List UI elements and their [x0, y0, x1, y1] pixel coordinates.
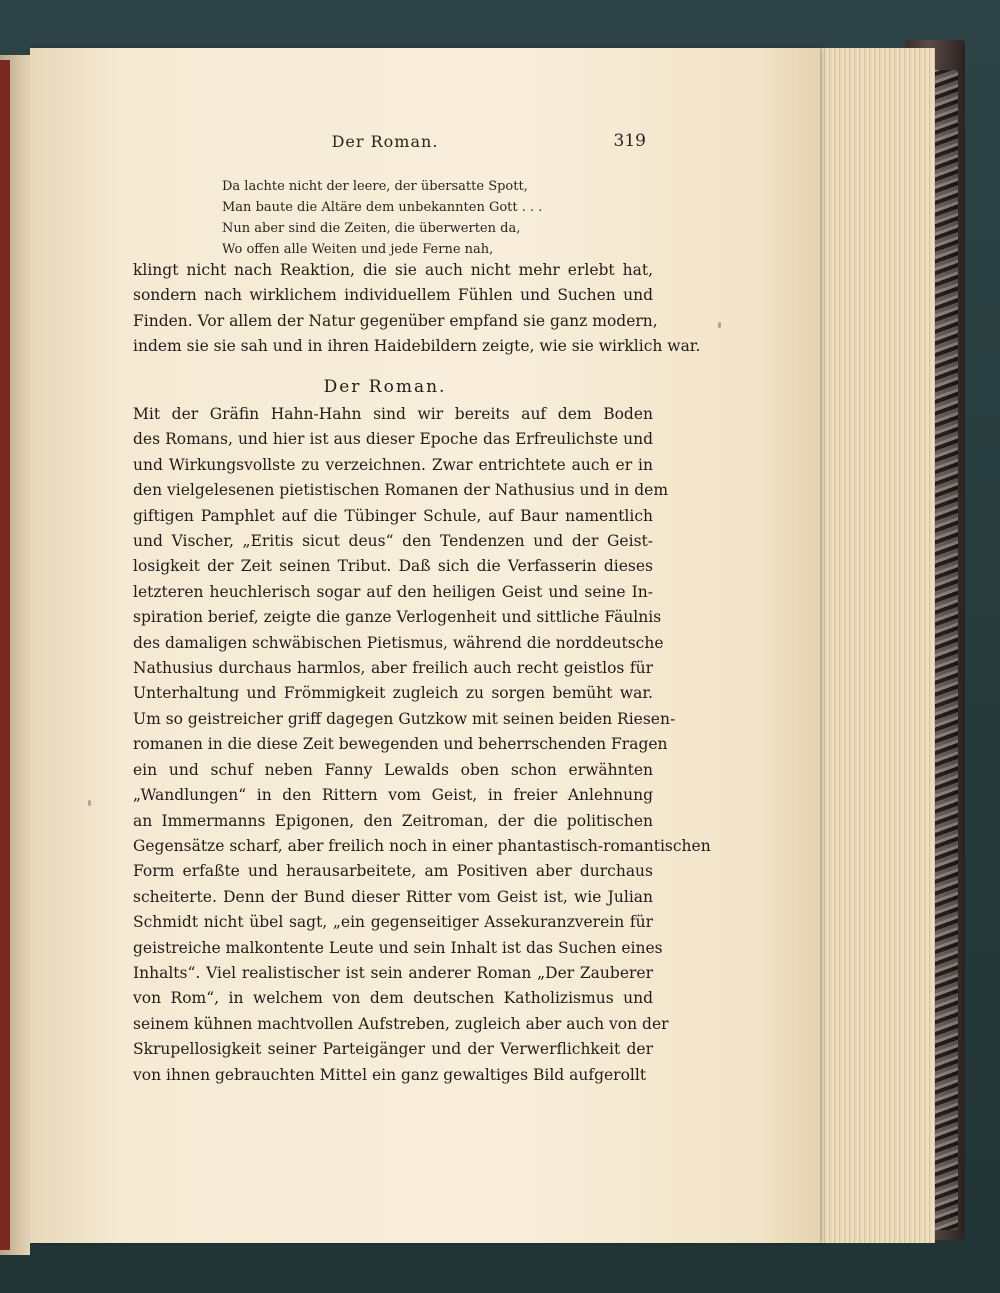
text-line: von ihnen gebrauchten Mittel ein ganz gewaltiges Bild aufgerollt	[133, 1065, 647, 1084]
book-spine-edge	[0, 60, 10, 1250]
text-line: seinem kühnen machtvollen Aufstreben, zugleich aber auch von der	[133, 1014, 669, 1033]
text-line: Inhalts“. Viel realistischer ist sein anderer Roman „Der Zauberer	[133, 963, 653, 982]
page-number: 319	[613, 131, 646, 151]
verse-line: Nun aber sind die Zeiten, die überwerten da,	[222, 221, 521, 236]
section-heading: Der Roman.	[323, 377, 447, 397]
text-line: Mit der Gräfin Hahn-Hahn sind wir bereits auf dem Boden	[133, 405, 653, 423]
text-line: und Wirkungsvollste zu verzeichnen. Zwar entrichtete auch er in	[133, 455, 653, 474]
text-line: an Immermanns Epigonen, den Zeitroman, der die politischen	[133, 811, 653, 830]
paragraph-1	[133, 258, 701, 360]
text-line: sondern nach wirklichem individuellem Fühlen und Suchen und	[133, 286, 653, 305]
text-line: des Romans, und hier ist aus dieser Epoche das Erfreulichste und	[133, 430, 653, 449]
text-line: Schmidt nicht übel sagt, „ein gegenseitiger Assekuranzverein für	[133, 913, 653, 932]
paper-speck	[88, 800, 91, 806]
text-line: „Wandlungen“ in den Rittern vom Geist, in freier Anlehnung	[133, 786, 653, 805]
text-line: giftigen Pamphlet auf die Tübinger Schule, auf Baur namentlich	[133, 506, 653, 525]
text-line: indem sie sie sah und in ihren Haidebildern zeigte, wie sie wirklich war.	[133, 337, 701, 356]
running-header: Der Roman.	[331, 132, 439, 151]
text-line: letzteren heuchlerisch sogar auf den heiligen Geist und seine In-	[133, 582, 653, 601]
verse-quote	[222, 176, 582, 260]
verse-line: Wo offen alle Weiten und jede Ferne nah,	[222, 242, 494, 257]
paragraph-2	[133, 402, 711, 1088]
text-line: geistreiche malkontente Leute und sein Inhalt ist das Suchen eines	[133, 938, 663, 957]
text-line: ein und schuf neben Fanny Lewalds oben schon erwähnten	[133, 760, 653, 779]
marbled-edge	[932, 70, 958, 1230]
text-line: klingt nicht nach Reaktion, die sie auch nicht mehr erlebt hat,	[133, 261, 653, 279]
text-line: romanen in die diese Zeit bewegenden und beherrschenden Fragen	[133, 735, 668, 754]
text-line: losigkeit der Zeit seinen Tribut. Daß sich die Verfasserin dieses	[133, 557, 653, 576]
text-line: Unterhaltung und Frömmigkeit zugleich zu sorgen bemüht war.	[133, 684, 653, 703]
text-line: spiration berief, zeigte die ganze Verlogenheit und sittliche Fäulnis	[133, 608, 662, 627]
text-line: Finden. Vor allem der Natur gegenüber empfand sie ganz modern,	[133, 311, 658, 330]
page-block-edges	[806, 48, 935, 1243]
text-line: Skrupellosigkeit seiner Parteigänger und der Verwerflichkeit der	[133, 1040, 653, 1059]
text-line: von Rom“, in welchem von dem deutschen Katholizismus und	[133, 989, 653, 1008]
text-line: Form erfaßte und herausarbeitete, am Positiven aber durchaus	[133, 862, 653, 881]
text-line: Gegensätze scharf, aber freilich noch in einer phantastisch-romantischen	[133, 836, 711, 855]
verse-line: Man baute die Altäre dem unbekannten Gott . . .	[222, 200, 543, 215]
paper-speck	[718, 322, 721, 328]
text-line: scheiterte. Denn der Bund dieser Ritter vom Geist ist, wie Julian	[133, 887, 653, 906]
text-line: Um so geistreicher griff dagegen Gutzkow mit seinen beiden Riesen-	[133, 709, 676, 728]
text-line: und Vischer, „Eritis sicut deus“ den Tendenzen und der Geist-	[133, 532, 653, 551]
verse-line: Da lachte nicht der leere, der übersatte Spott,	[222, 179, 528, 194]
text-line: den vielgelesenen pietistischen Romanen der Nathusius und in dem	[133, 481, 669, 500]
text-line: Nathusius durchaus harmlos, aber freilich auch recht geistlos für	[133, 659, 653, 678]
text-line: des damaligen schwäbischen Pietismus, während die norddeutsche	[133, 633, 664, 652]
